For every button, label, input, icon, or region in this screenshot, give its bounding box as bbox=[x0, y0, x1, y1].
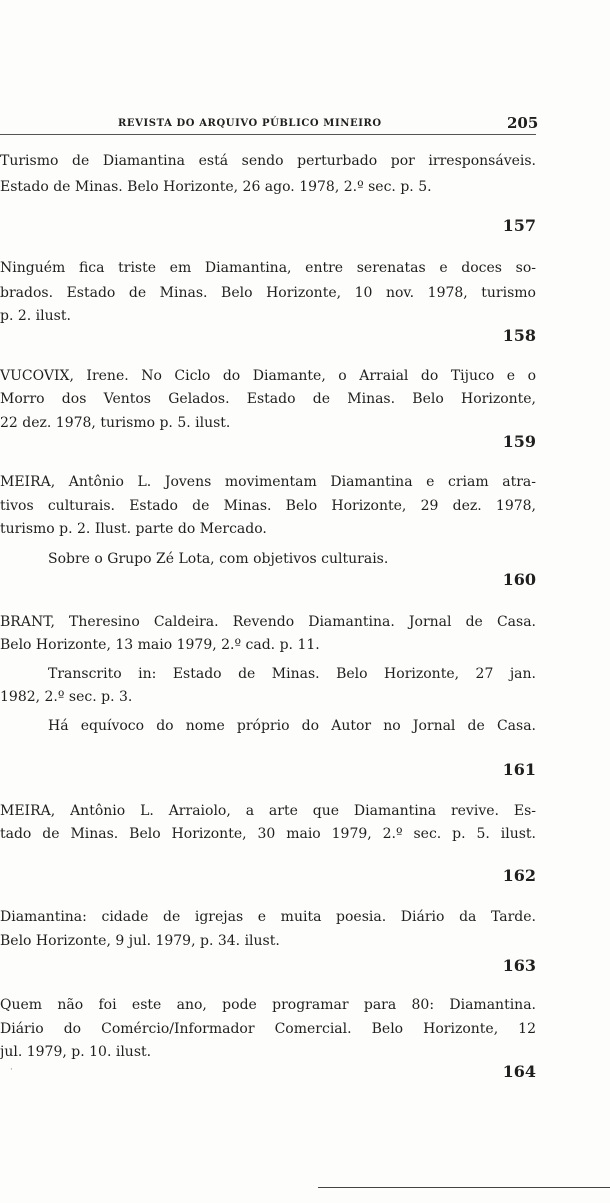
entry-line: Belo Horizonte, 13 maio 1979, 2.º cad. p. 11. bbox=[0, 637, 320, 653]
entry-note: 1982, 2.º sec. p. 3. bbox=[0, 689, 133, 705]
entry-line: Quem não foi este ano, pode programar para 80: Diamantina. bbox=[0, 997, 536, 1013]
entry-line: MEIRA, Antônio L. Arraiolo, a arte que Diamantina revive. Es- bbox=[0, 803, 536, 819]
entry-line: tado de Minas. Belo Horizonte, 30 maio 1979, 2.º sec. p. 5. ilust. bbox=[0, 826, 536, 842]
entry-line: Turismo de Diamantina está sendo perturbado por irresponsáveis. bbox=[0, 153, 536, 169]
entry-note: Transcrito in: Estado de Minas. Belo Horizonte, 27 jan. bbox=[48, 666, 536, 682]
entry-line: jul. 1979, p. 10. ilust. bbox=[0, 1044, 152, 1060]
entry-number: 160 bbox=[502, 570, 536, 589]
entry-number: 159 bbox=[502, 432, 536, 451]
entry-line: Ninguém fica triste em Diamantina, entre serenatas e doces so- bbox=[0, 260, 536, 276]
header-rule bbox=[0, 134, 536, 135]
entry-number: 157 bbox=[502, 216, 536, 235]
entry-number: 158 bbox=[502, 326, 536, 345]
entry-line: p. 2. ilust. bbox=[0, 308, 71, 324]
entry-line: MEIRA, Antônio L. Jovens movimentam Diamantina e criam atra- bbox=[0, 474, 536, 490]
entry-line: Diário do Comércio/Informador Comercial. Belo Horizonte, 12 bbox=[0, 1021, 536, 1037]
entry-line: brados. Estado de Minas. Belo Horizonte, 10 nov. 1978, turismo bbox=[0, 285, 536, 301]
entry-line: Diamantina: cidade de igrejas e muita poesia. Diário da Tarde. bbox=[0, 909, 536, 925]
running-title: REVISTA DO ARQUIVO PÚBLICO MINEIRO bbox=[118, 118, 382, 129]
entry-line: turismo p. 2. Ilust. parte do Mercado. bbox=[0, 521, 267, 537]
entry-number: 161 bbox=[502, 760, 536, 779]
stray-mark: · bbox=[10, 1065, 13, 1075]
entry-line: Morro dos Ventos Gelados. Estado de Minas. Belo Horizonte, bbox=[0, 391, 536, 407]
entry-line: Belo Horizonte, 9 jul. 1979, p. 34. ilust. bbox=[0, 933, 280, 949]
entry-number: 162 bbox=[502, 866, 536, 885]
page-number: 205 bbox=[507, 114, 539, 132]
entry-note: Há equívoco do nome próprio do Autor no Jornal de Casa. bbox=[48, 718, 536, 734]
entry-line: BRANT, Theresino Caldeira. Revendo Diamantina. Jornal de Casa. bbox=[0, 614, 536, 630]
entry-note: Sobre o Grupo Zé Lota, com objetivos culturais. bbox=[48, 551, 389, 567]
entry-line: 22 dez. 1978, turismo p. 5. ilust. bbox=[0, 415, 231, 431]
entry-line: VUCOVIX, Irene. No Ciclo do Diamante, o Arraial do Tijuco e o bbox=[0, 368, 536, 384]
entry-line: tivos culturais. Estado de Minas. Belo Horizonte, 29 dez. 1978, bbox=[0, 498, 536, 514]
footer-rule bbox=[318, 1187, 610, 1188]
entry-line: Estado de Minas. Belo Horizonte, 26 ago. 1978, 2.º sec. p. 5. bbox=[0, 179, 432, 195]
entry-number: 163 bbox=[502, 956, 536, 975]
entry-number: 164 bbox=[502, 1062, 536, 1081]
